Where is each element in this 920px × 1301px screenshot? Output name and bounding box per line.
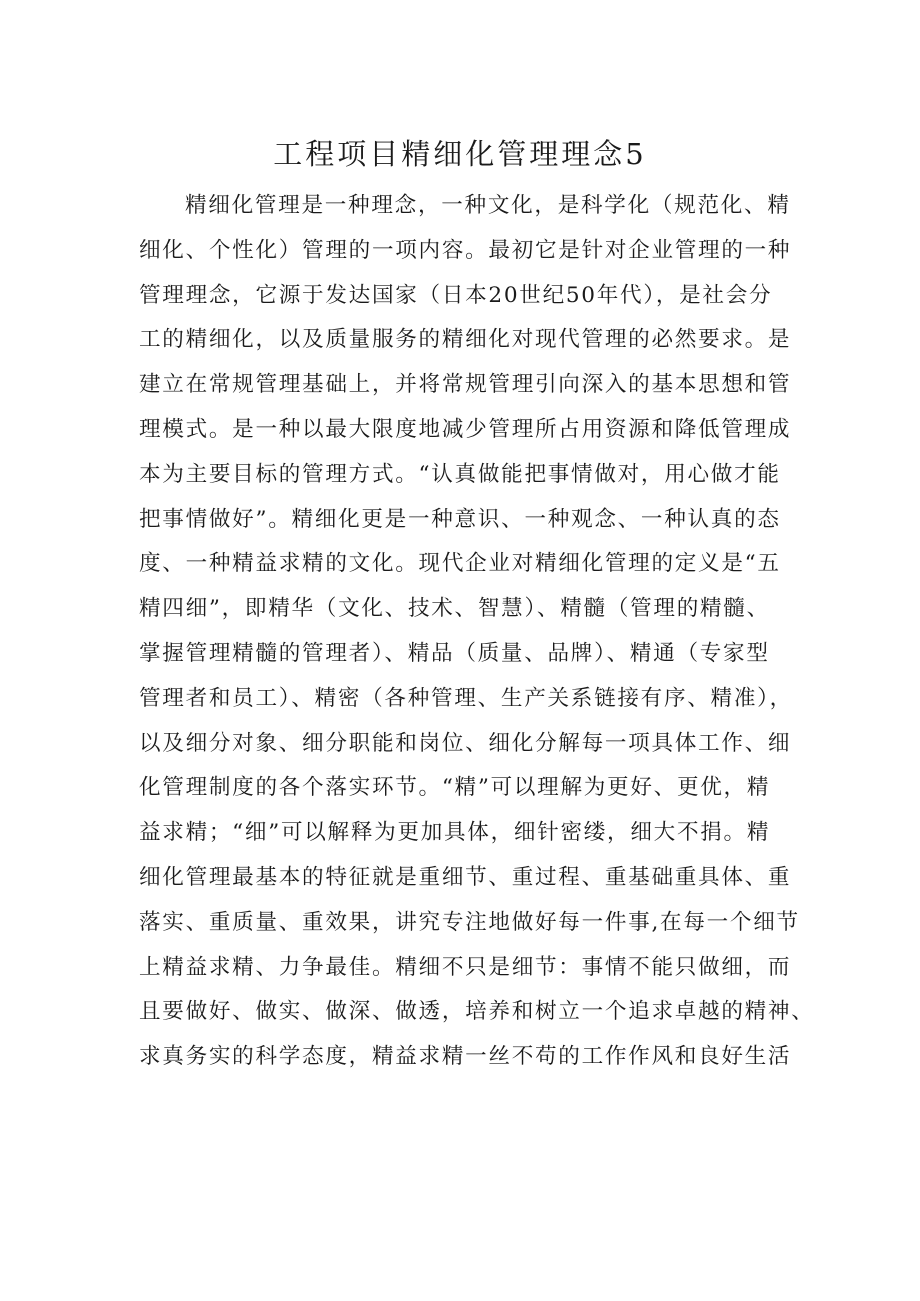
- body-line: 落实、重质量、重效果，讲究专注地做好每一件事,在每一个细节: [139, 909, 800, 935]
- body-line: 本为主要目标的管理方式。“认真做能把事情做对，用心做才能: [139, 461, 781, 487]
- body-line: 把事情做好”。精细化更是一种意识、一种观念、一种认真的态: [139, 506, 781, 532]
- body-line: 度、一种精益求精的文化。现代企业对精细化管理的定义是“五: [139, 551, 781, 577]
- body-line: 以及细分对象、细分职能和岗位、细化分解每一项具体工作、细: [139, 730, 792, 756]
- body-line: 建立在常规管理基础上，并将常规管理引向深入的基本思想和管: [139, 372, 792, 398]
- body-line: 细化管理最基本的特征就是重细节、重过程、重基础重具体、重: [139, 864, 792, 890]
- document-body: [139, 184, 815, 1080]
- body-line: 上精益求精、力争最佳。精细不只是细节：事情不能只做细，而: [139, 954, 792, 980]
- body-line: 细化、个性化）管理的一项内容。最初它是针对企业管理的一种: [139, 237, 792, 263]
- body-line: 益求精；“细”可以解释为更加具体，细针密缕，细大不捐。精: [139, 820, 771, 846]
- body-line: 工的精细化，以及质量服务的精细化对现代管理的必然要求。是: [139, 327, 792, 353]
- body-line: 精细化管理是一种理念，一种文化，是科学化（规范化、精: [185, 193, 791, 218]
- document-title: 工程项目精细化管理理念5: [273, 137, 647, 171]
- body-line: 管理理念，它源于发达国家（日本20世纪50年代），是社会分: [139, 282, 773, 308]
- body-line: 且要做好、做实、做深、做透，培养和树立一个追求卓越的精神、: [139, 999, 815, 1025]
- body-line: 理模式。是一种以最大限度地减少管理所占用资源和降低管理成: [139, 416, 792, 442]
- body-line: 精四细”，即精华（文化、技术、智慧）、精髓（管理的精髓、: [139, 596, 770, 622]
- body-line: 化管理制度的各个落实环节。“精”可以理解为更好、更优，精: [139, 775, 771, 801]
- body-line: 求真务实的科学态度，精益求精一丝不苟的工作作风和良好生活: [139, 1044, 792, 1070]
- body-line: 管理者和员工）、精密（各种管理、生产关系链接有序、精准），: [139, 685, 793, 711]
- body-line: 掌握管理精髓的管理者）、精品（质量、品牌）、精通（专家型: [139, 640, 770, 666]
